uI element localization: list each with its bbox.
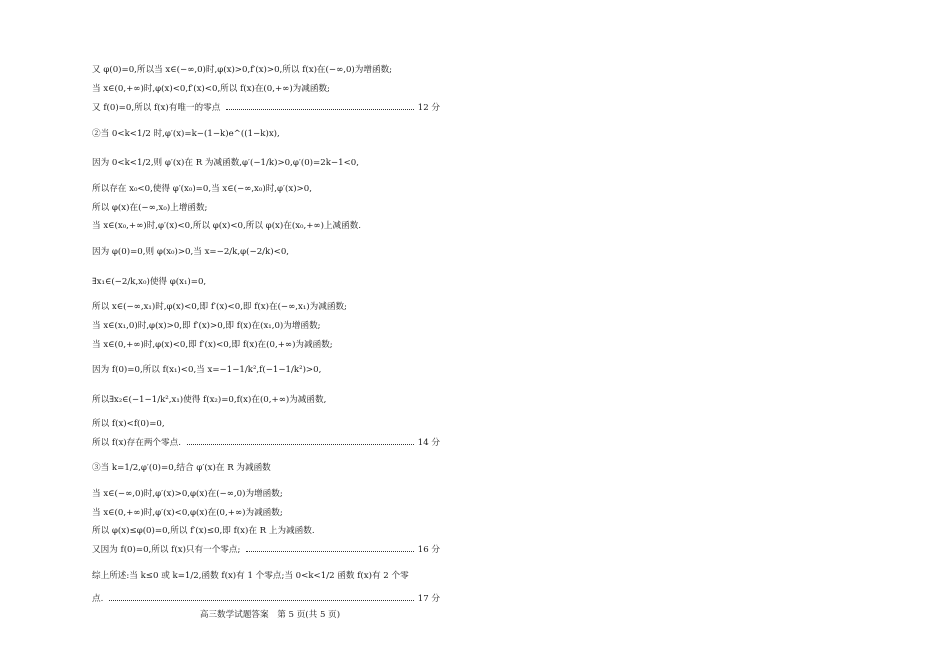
line-text: 所以 f(x)存在两个零点. bbox=[92, 438, 181, 448]
dot-leader bbox=[226, 103, 413, 110]
line-text: 所以 φ(x)在(−∞,x₀)上增函数; bbox=[92, 203, 208, 213]
line-text: 当 x∈(0,+∞)时,φ(x)<0,f′(x)<0,所以 f(x)在(0,+∞)为减函数; bbox=[92, 84, 330, 94]
solution-line bbox=[92, 593, 440, 605]
solution-line bbox=[92, 246, 440, 258]
solution-line bbox=[92, 128, 440, 140]
dot-leader bbox=[246, 545, 413, 552]
solution-line bbox=[92, 102, 440, 114]
solution-line bbox=[92, 507, 440, 519]
solution-line bbox=[92, 418, 440, 430]
line-text: ③当 k=1/2,φ′(0)=0,结合 φ′(x)在 R 为减函数 bbox=[92, 463, 271, 473]
line-text: 因为 0<k<1/2,则 φ′(x)在 R 为减函数,φ′(−1/k)>0,φ′(0)=2k−1<0, bbox=[92, 158, 359, 168]
score-label: 12 分 bbox=[417, 103, 440, 113]
solution-line bbox=[92, 339, 440, 351]
line-text: 综上所述:当 k≤0 或 k=1/2,函数 f(x)有 1 个零点;当 0<k<1/2 函数 f(x)有 2 个零 bbox=[92, 571, 409, 581]
solution-line bbox=[92, 462, 440, 474]
page-footer: 高三数学试题答案 第 5 页(共 5 页) bbox=[199, 610, 341, 620]
line-text: 所以 x∈(−∞,x₁)时,φ(x)<0,即 f′(x)<0,即 f(x)在(−∞,x₁)为减函数; bbox=[92, 302, 347, 312]
solution-line bbox=[92, 64, 440, 76]
line-text: 当 x∈(x₀,+∞)时,φ′(x)<0,所以 φ(x)<0,所以 φ(x)在(x₀,+∞)上减函数. bbox=[92, 221, 362, 231]
dot-leader bbox=[187, 438, 414, 445]
line-text: 因为 φ(0)=0,则 φ(x₀)>0,当 x=−2/k,φ(−2/k)<0, bbox=[92, 247, 290, 257]
score-label: 16 分 bbox=[417, 545, 440, 555]
line-text: 所以 f(x)<f(0)=0, bbox=[92, 419, 165, 429]
solution-line bbox=[92, 437, 440, 449]
line-text: 又因为 f(0)=0,所以 f(x)只有一个零点; bbox=[92, 545, 241, 555]
solution-line bbox=[92, 276, 440, 288]
dot-leader bbox=[109, 594, 413, 601]
solution-line bbox=[92, 83, 440, 95]
line-text: 所以∃x₂∈(−1−1/k²,x₁)使得 f(x₂)=0,f(x)在(0,+∞)为减函数, bbox=[92, 395, 327, 405]
line-text: 因为 f(0)=0,所以 f(x₁)<0,当 x=−1−1/k²,f(−1−1/k²)>0, bbox=[92, 365, 322, 375]
line-text: 所以存在 x₀<0,使得 φ′(x₀)=0,当 x∈(−∞,x₀)时,φ′(x)>0, bbox=[92, 184, 312, 194]
solution-line bbox=[92, 525, 440, 537]
line-text: 当 x∈(0,+∞)时,φ(x)<0,即 f′(x)<0,即 f(x)在(0,+∞)为减函数; bbox=[92, 340, 333, 350]
line-text: 当 x∈(x₁,0)时,φ(x)>0,即 f′(x)>0,即 f(x)在(x₁,0)为增函数; bbox=[92, 321, 321, 331]
solution-line bbox=[92, 394, 440, 406]
line-text: 当 x∈(−∞,0)时,φ′(x)>0,φ(x)在(−∞,0)为增函数; bbox=[92, 489, 283, 499]
solution-line bbox=[92, 488, 440, 500]
solution-line bbox=[92, 183, 440, 195]
solution-line bbox=[92, 301, 440, 313]
score-label: 17 分 bbox=[417, 594, 440, 604]
line-text: ∃x₁∈(−2/k,x₀)使得 φ(x₁)=0, bbox=[92, 277, 207, 287]
line-text: 当 x∈(0,+∞)时,φ′(x)<0,φ(x)在(0,+∞)为减函数; bbox=[92, 508, 283, 518]
solution-line bbox=[92, 570, 440, 582]
solution-line bbox=[92, 544, 440, 556]
line-text: ②当 0<k<1/2 时,φ′(x)=k−(1−k)e^((1−k)x), bbox=[92, 129, 280, 139]
line-text: 又 φ(0)=0,所以当 x∈(−∞,0)时,φ(x)>0,f′(x)>0,所以 f(x)在(−∞,0)为增函数; bbox=[92, 65, 393, 75]
solution-line bbox=[92, 320, 440, 332]
solution-line bbox=[92, 157, 440, 169]
line-text: 又 f(0)=0,所以 f(x)有唯一的零点 bbox=[92, 103, 221, 113]
solution-line bbox=[92, 364, 440, 376]
solution-line bbox=[92, 202, 440, 214]
score-label: 14 分 bbox=[417, 438, 440, 448]
solution-line bbox=[92, 220, 440, 232]
line-text: 所以 φ(x)≤φ(0)=0,所以 f′(x)≤0,即 f(x)在 R 上为减函数. bbox=[92, 526, 315, 536]
line-text: 点. bbox=[92, 594, 104, 604]
